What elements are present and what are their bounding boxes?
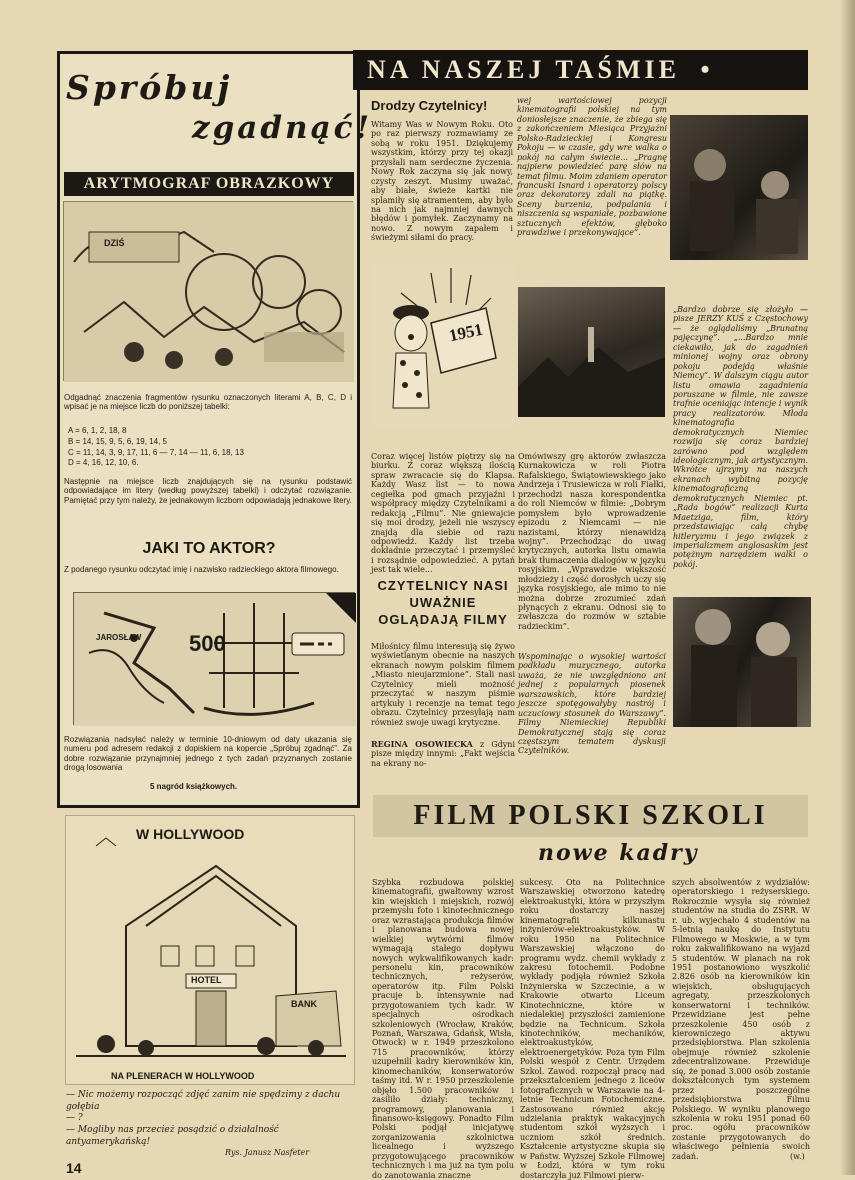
film-still-bottom <box>673 597 811 727</box>
greeting-head: Drodzy Czytelnicy! <box>371 98 488 113</box>
hotel-sign: HOTEL <box>191 975 222 985</box>
szkoli-col-3: szych absolwentów z wydziałów: operatorskiego i reżyserskiego. Rokrocznie wysyła się również studentów na studia do ZSRR. W r. ub. wyjechało 4 studentów na 5-letnią naukę do Instytutu Filmowego w Moskwie, a w tym roku zakwalifikowano na wyjazd 5 studentów. W planach na rok 1951 postanowiono wyszkolić 2.826 osób na kierowników kin wiejskich, obsługujących agregaty, przeszkolonych konserwatorni i techników. Przewidziane jest pełne przeszkolenie 450 osób z kierowniczego aktywu przedsiębiorstwa. Plan szkolenia obejmuje również szkolenie zdecentralizowane. Przewiduje się, że ponad 3.000 osób zostanie dokształconych tym systemem przez poszczególne przedsiębiorstwa Filmu Polskiego. W wyniku planowego szkolenia w roku 1951 ponad 60 proc. ogółu pracowników zostanie przygotowanych do właściwego pełnienia swoich zadań. <box>672 878 810 1161</box>
still-figures <box>670 115 808 260</box>
film-still-middle <box>518 287 665 417</box>
hollywood-title: W HOLLYWOOD <box>136 826 245 842</box>
tape-banner <box>353 50 808 90</box>
readers-title-3: OGLĄDAJĄ FILMY <box>378 611 508 627</box>
mid-text-2: Wspominając o wysokiej wartości podkładu muzycznego, autorka uważa, że nie uwzględniono ani jednej z popularnych piosenek warszawskich, które bardziej jeszcze spotęgowałyby nastrój i uczuciowy stosunek do Warszawy”. Filmy Niemieckiej Republiki Demokratycznej stają się coraz częstszym tematem dyskusji Czytelników. <box>518 652 666 756</box>
cartoon-drawing <box>64 202 354 382</box>
quiz-title-2: zgadnąć! <box>192 110 373 146</box>
hollywood-cartoon <box>65 815 355 1085</box>
greeting-text: Witamy Was w Nowym Roku. Oto po raz pierwszy rozmawiamy ze sobą w roku 1951. Dziękujemy wszystkim, którzy przy tej okazji przysłali nam serdeczne życzenia. Nowy Rok zaczyna się jak nowy, czysty zeszyt. Musimy uważać, aby białe, świeże kartki nie splamiły się atramentem, aby było na nich jak najmniej dawnych błędów i pomyłek. Zaczynamy na nowo. Z nowym zapałem i świeżymi siłami do pracy. <box>371 120 513 243</box>
letters-text: Coraz więcej listów piętrzy się na biurku. Z coraz większą ilością spraw zwracacie się do Klapsa. Każdy Wasz list — to nowa cegiełka pod gmach przyjaźni i współpracy między Czytelnikami a redakcją „Filmu”. Nie gniewajcie się moi drodzy, jeżeli nie wszyscy znajdą dla siebie od razu odpowiedź. Każdy list trzeba dokładnie przeczytać i przemyśleć i rozsądnie odpowiedzieć. A pytań jest tak wiele... <box>371 452 515 575</box>
regina-text: z Gdyni pisze między innymi: „Fakt wejścia na ekrany no- <box>371 740 516 768</box>
dialog-line-3: — Mogliby nas przecież posądzić o działalność antyamerykańską! <box>66 1125 279 1147</box>
film-still-top <box>670 115 808 260</box>
clown-svg <box>371 263 515 428</box>
still-portraits <box>673 597 811 727</box>
actor-text: Z podanego rysunku odczytać imię i nazwisko radzieckiego aktora filmowego. <box>64 565 339 574</box>
dialog-line-1: — Nic możemy rozpocząć zdjęć zanim nie spędzimy z dachu gołębia <box>66 1090 341 1112</box>
quiz-instructions: Odgadnąć znaczenia fragmentów rysunku oznaczonych literami A, B, C, D i wpisać je na miejsce liczb do poniższej tabelki: <box>64 393 352 412</box>
regina-letter <box>371 740 515 768</box>
quiz-row-c: C = 11, 14, 3, 9, 17, 11, 6 — 7, 14 — 11, 6, 18, 13 <box>68 447 244 457</box>
hollywood-dialog <box>66 1090 356 1148</box>
szkoli-title: FILM POLSKI SZKOLI <box>373 795 808 837</box>
clown-drawing <box>371 263 515 428</box>
still-ruins <box>518 287 665 417</box>
quiz-row-b: B = 14, 15, 9, 5, 6, 19, 14, 5 <box>68 436 167 446</box>
quiz-title-1: Spróbuj <box>66 68 233 107</box>
hollywood-caption: NA PLENERACH W HOLLYWOOD <box>111 1071 255 1081</box>
quote-column: wej wartościowej pozycji kinematografii polskiej na tym doniosłejsze znaczenie, że zbiega się z zakończeniem Miesiąca Przyjaźni Polsko-Radzieckiej i Kongresu Pokoju — w czasie, gdy wre walka o pokój na całym świecie... „Pragnę najpierw powiedzieć parę słów na temat filmu. Moim zdaniem operator francuski Isnard i operatorzy polscy oraz dekoratorzy zdali na piątkę. Sceny burzenia, podpalania i niszczenia są wspaniałe, pozbawione sztucznych efektów, głęboko prawdziwe i przekonywające”. <box>517 96 667 238</box>
solution-text: Rozwiązania nadsyłać należy w terminie 10-dniowym od daty ukazania się numeru pod adresem redakcji z dopiskiem na kopercie „Spróbuj zgadnąć”. Za dobre rozwiązanie przynajmniej jednego z tych zadań przyznanych zostanie drogą losowania <box>64 735 352 773</box>
right-text-1: „Bardzo dobrze się złożyło — pisze JERZY KUŚ z Częstochowy — że oglądaliśmy „Brunatną pajęczynę”. „...Bardzo mnie ciekawiło, jak do zagadnień minionej wojny oraz obrony pokoju podejdą właśnie Niemcy”. W dalszym ciągu autor listu omawia zagadnienia poruszane w filmie, nie zawsze trafnie oceniając intencje i wynik pracy realizatorów. Młoda kinematografia demokratycznych Niemiec rozwija się coraz bardziej zarówno pod względem ideologicznym, jak artystycznym. Wkrótce ujrzymy na naszych ekranach wybitną pozycję kinematograficzną demokratycznych Niemiec pt. „Rada bogów” realizacji Kurta Maetziga, film, który przedstawiając całą chybę hitleryzmu i jego związek z imperializmem anglosaskim jest potężnym narzędziem walki o pokój. <box>673 305 808 569</box>
quiz-row-a: A = 6, 1, 2, 18, 8 <box>68 426 127 435</box>
mid-text-1: Omówiwszy grę aktorów zwłaszcza Kurnakowicza w roli Piotra Rafalskiego, Świątowiewskiego jako Andrzeja i Trusiewicza w roli Fiałki, przechodzi nasza korespondentka do roli Niemców w filmie: „Dobrym pomysłem było wprowadzenie epizodu z Niemcami — nie nazistami, którzy nienawidzą wojny”. Przechodząc do uwag krytycznych, autorka listu omawia brak tłumaczenia dialogów w języku rosyjskim. „Wprawdzie większość młodzieży i część dorosłych uczy się języka rosyjskiego, ale mimo to nie można dobrze zrozumieć zdań płynących z ekranu. Odnosi się to zwłaszcza do rozmów w sztabie radzieckim”. <box>518 452 666 631</box>
readers-title-2: UWAŻNIE <box>409 594 477 610</box>
cartoon-label: DZIŚ <box>104 238 125 248</box>
quiz-row-d: D = 4, 16, 12, 10, 6. <box>68 458 139 468</box>
readers-text: Miłośnicy filmu interesują się żywo wyświetlanym obecnie na naszych ekranach nowym polskim filmem „Miasto nieujarzmione”. Stali nasi Czytelnicy mieli możność przeczytać w naszym piśmie artykuły i recenzje na temat tego obrazu. Czytelnicy przesyłają nam również swoje uwagi krytyczne. <box>371 642 515 727</box>
szkoli-col-1: Szybka rozbudowa polskiej kinematografii, gwałtowny wzrost kin wiejskich i miejskich, rozwój przemysłu foto i kinotechnicznego oraz wzrastająca produkcja filmów i planowana budowa nowej wielkiej wytwórni filmów wymagają stałego dopływu nowych wykwalifikowanych kadr: personelu kin, pracowników technicznych, reżyserów, operatorów itp. Film Polski pracuje b. intensywnie nad przygotowaniem tych kadr. W specjalnych ośrodkach szkoleniowych (Wrocław, Kraków, Poznań, Warszawa, Gdańsk, Wisła, Otwock) w r. 1949 przeszkolono 715 pracowników, którzy uzupełnili kadry kierowników kin, kinomechaników, konserwatorów taśmy itd. W r. 1950 przeszkolenie objęło 1.500 pracowników i zasiliło działy: techniczny, programowy, planowania i finansowo-księgowy. Ponadto Film Polski podjął inicjatywę zorganizowania szkolnictwa licealnego i wyższego przygotowującego pracowników technicznych i ma już na tym polu do zanotowania znaczne <box>372 878 514 1180</box>
szkoli-signature: (w.) <box>790 1152 805 1161</box>
quiz-instructions-2: Następnie na miejsce liczb znajdujących się na rysunku podstawić odpowiadające im litery (według powyższej tabelki) i odczytać rozwiązanie. Pamiętać przy tym należy, że jednakowym liczbom odpowiadają jednakowe litery. <box>64 477 352 505</box>
tape-banner-bullet: • <box>700 55 714 84</box>
map-drawing <box>74 593 356 726</box>
hollywood-drawing <box>66 816 356 1086</box>
quiz-table <box>68 426 352 469</box>
arytmograf-header: ARYTMOGRAF OBRAZKOWY <box>64 172 354 196</box>
bank-sign: BANK <box>291 999 317 1009</box>
map-number: 500 <box>189 631 226 656</box>
arytmograf-cartoon <box>63 201 353 381</box>
regina-name: REGINA OSOWIECKA <box>371 739 473 749</box>
right-edge-shadow <box>840 0 855 1175</box>
actor-title: JAKI TO AKTOR? <box>142 540 276 557</box>
dialog-line-2: — ? <box>66 1113 83 1124</box>
clown-number: 1951 <box>447 319 485 346</box>
szkoli-subtitle: nowe kadry <box>538 840 699 866</box>
readers-title-1: CZYTELNICY NASI <box>377 578 509 593</box>
tape-banner-title: NA NASZEJ TAŚMIE <box>367 55 680 84</box>
actor-map <box>73 592 355 725</box>
page-number: 14 <box>66 1160 82 1176</box>
szkoli-col-2: sukcesy. Oto na Politechnice Warszawskiej otworzono katedrę elektroakustyki, która w przyszłym roku dostarczy naszej kinematografii kilkunastu inżynierów-elektroakustyków. W roku 1950 na Politechnice Warszawskiej włączono do programu wydz. chemii wykłady z zakresu fotochemii. Podobne wykłady podjęła również Szkoła Inżynierska w Szczecinie, a w Krakowie otwarto Liceum Kinotechniczne, które w niedalekiej przyszłości zamienione będzie na Technicum. Szkoła kinotechników, mechaników, elektroakustyków, elektroenergetyków. Poza tym Film Polski wespół z Centr. Urzędem Szkol. Zawod. rozpoczął pracę nad przekształceniem jednego z liceów fotograficznych w Warszawie na 4-letnie Technicum Fotochemiczne. Zastosowano również akcję udzielania praktyk wakacyjnych studentom szkół wyższych i uczniom szkół średnich. Kształcenie artystyczne skupia się w Państw. Wyższej Szkole Filmowej w Łodzi, która w tym roku dostarczyła już Filmowi pierw- <box>520 878 665 1180</box>
map-city: JAROSŁAW <box>96 633 142 642</box>
prize-text: 5 nagród książkowych. <box>150 782 238 791</box>
hollywood-credit: Rys. Janusz Nasfeter <box>225 1148 310 1157</box>
readers-title <box>371 578 515 629</box>
